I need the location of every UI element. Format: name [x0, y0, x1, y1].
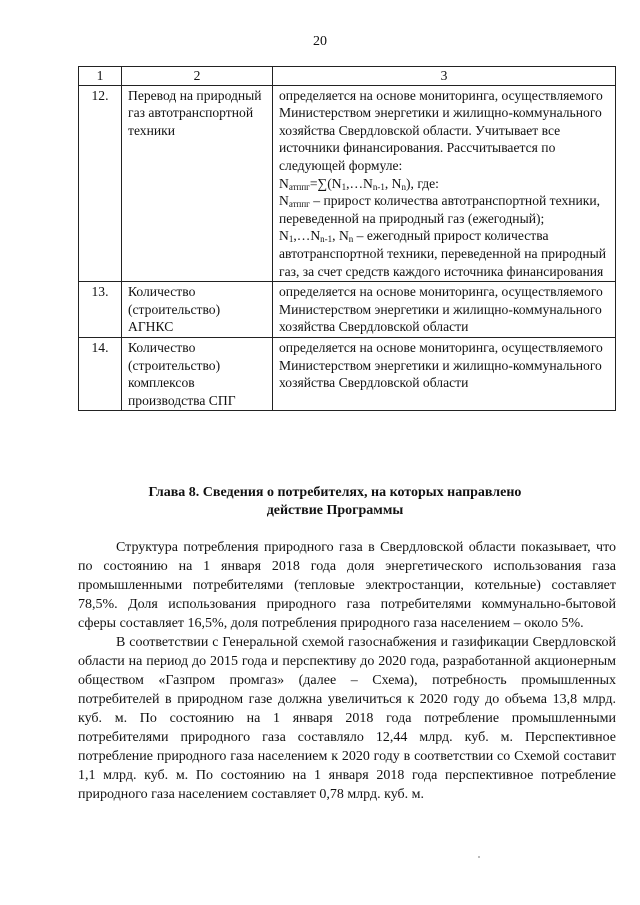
page-number: 20 — [313, 34, 327, 49]
indicators-table — [78, 66, 616, 411]
chapter-title — [130, 484, 540, 520]
paragraph: В соответствии с Генеральной схемой газоснабжения и газификации Свердловской области на период до 2015 года и перспективу до 2020 года, разработанной акционерным обществом «Газпром промгаз» (далее – Схема), потребность промышленных потребителей в природном газе должна увеличиться к 2020 году до объема 13,8 млрд. куб. м. По состоянию на 1 января 2018 года потребление промышленными потребителями природного газа составляло 12,44 млрд. куб. м. Перспективное потребление природного газа населением к 2020 году в соответствии со Схемой составит 1,1 млрд. куб. м. По состоянию на 1 января 2018 года перспективное потребление природного газа населением составляет 0,78 млрд. куб. м. — [78, 635, 616, 802]
paragraph: Структура потребления природного газа в Свердловской области показывает, что по состоянию на 1 января 2018 года доля энергетического использования газа промышленными потребителями (тепловые электростанции, котельные) составляет 78,5%. Доля использования природного газа потребителями коммунально-бытовой сферы составляет 16,5%, доля потребления природного газа населением – около 5%. — [78, 540, 616, 631]
row-number: 13. — [79, 282, 122, 338]
chapter-title-line: Глава 8. Сведения о потребителях, на которых направлено — [148, 485, 522, 500]
column-header: 3 — [273, 67, 616, 86]
indicator-name: Количество (строительство) комплексов производства СПГ — [122, 337, 273, 410]
table-header-row — [79, 67, 616, 86]
row-number: 12. — [79, 85, 122, 282]
indicator-description: определяется на основе мониторинга, осуществляемого Министерством энергетики и жилищно-коммунального хозяйства Свердловской области — [273, 337, 616, 410]
formula-definition: $N_{атппг}$ – прирост количества автотранспортной техники, переведенной на природный газ (ежегодный); — [279, 193, 601, 226]
row-number: 14. — [79, 337, 122, 410]
table-row — [79, 85, 616, 282]
chapter-title-line: действие Программы — [266, 503, 404, 518]
formula-definition: $N_1,\dots N_{n-1}$, $N_n$ – ежегодный прирост количества автотранспортной техники, переведенной на природный газ, за счет средств каждого источника финансирования — [279, 228, 607, 279]
formula: $N_{атппг}=\sum(N_1,\dots N_{n-1}$, $N_n$), где: — [279, 175, 439, 192]
indicator-description — [273, 85, 616, 282]
column-header: 2 — [122, 67, 273, 86]
indicator-name: Количество (строительство) АГНКС — [122, 282, 273, 338]
indicator-description: определяется на основе мониторинга, осуществляемого Министерством энергетики и жилищно-коммунального хозяйства Свердловской области — [273, 282, 616, 338]
scan-speck — [478, 856, 480, 858]
table-row — [79, 282, 616, 338]
column-header: 1 — [79, 67, 122, 86]
indicator-name: Перевод на природный газ автотранспортной техники — [122, 85, 273, 282]
description-intro: определяется на основе мониторинга, осуществляемого Министерством энергетики и жилищно-коммунального хозяйства Свердловской области. Учитывает все источники финансирования. Рассчитывается по следующей формуле: — [279, 87, 603, 173]
chapter-body — [78, 538, 616, 804]
table-row — [79, 337, 616, 410]
